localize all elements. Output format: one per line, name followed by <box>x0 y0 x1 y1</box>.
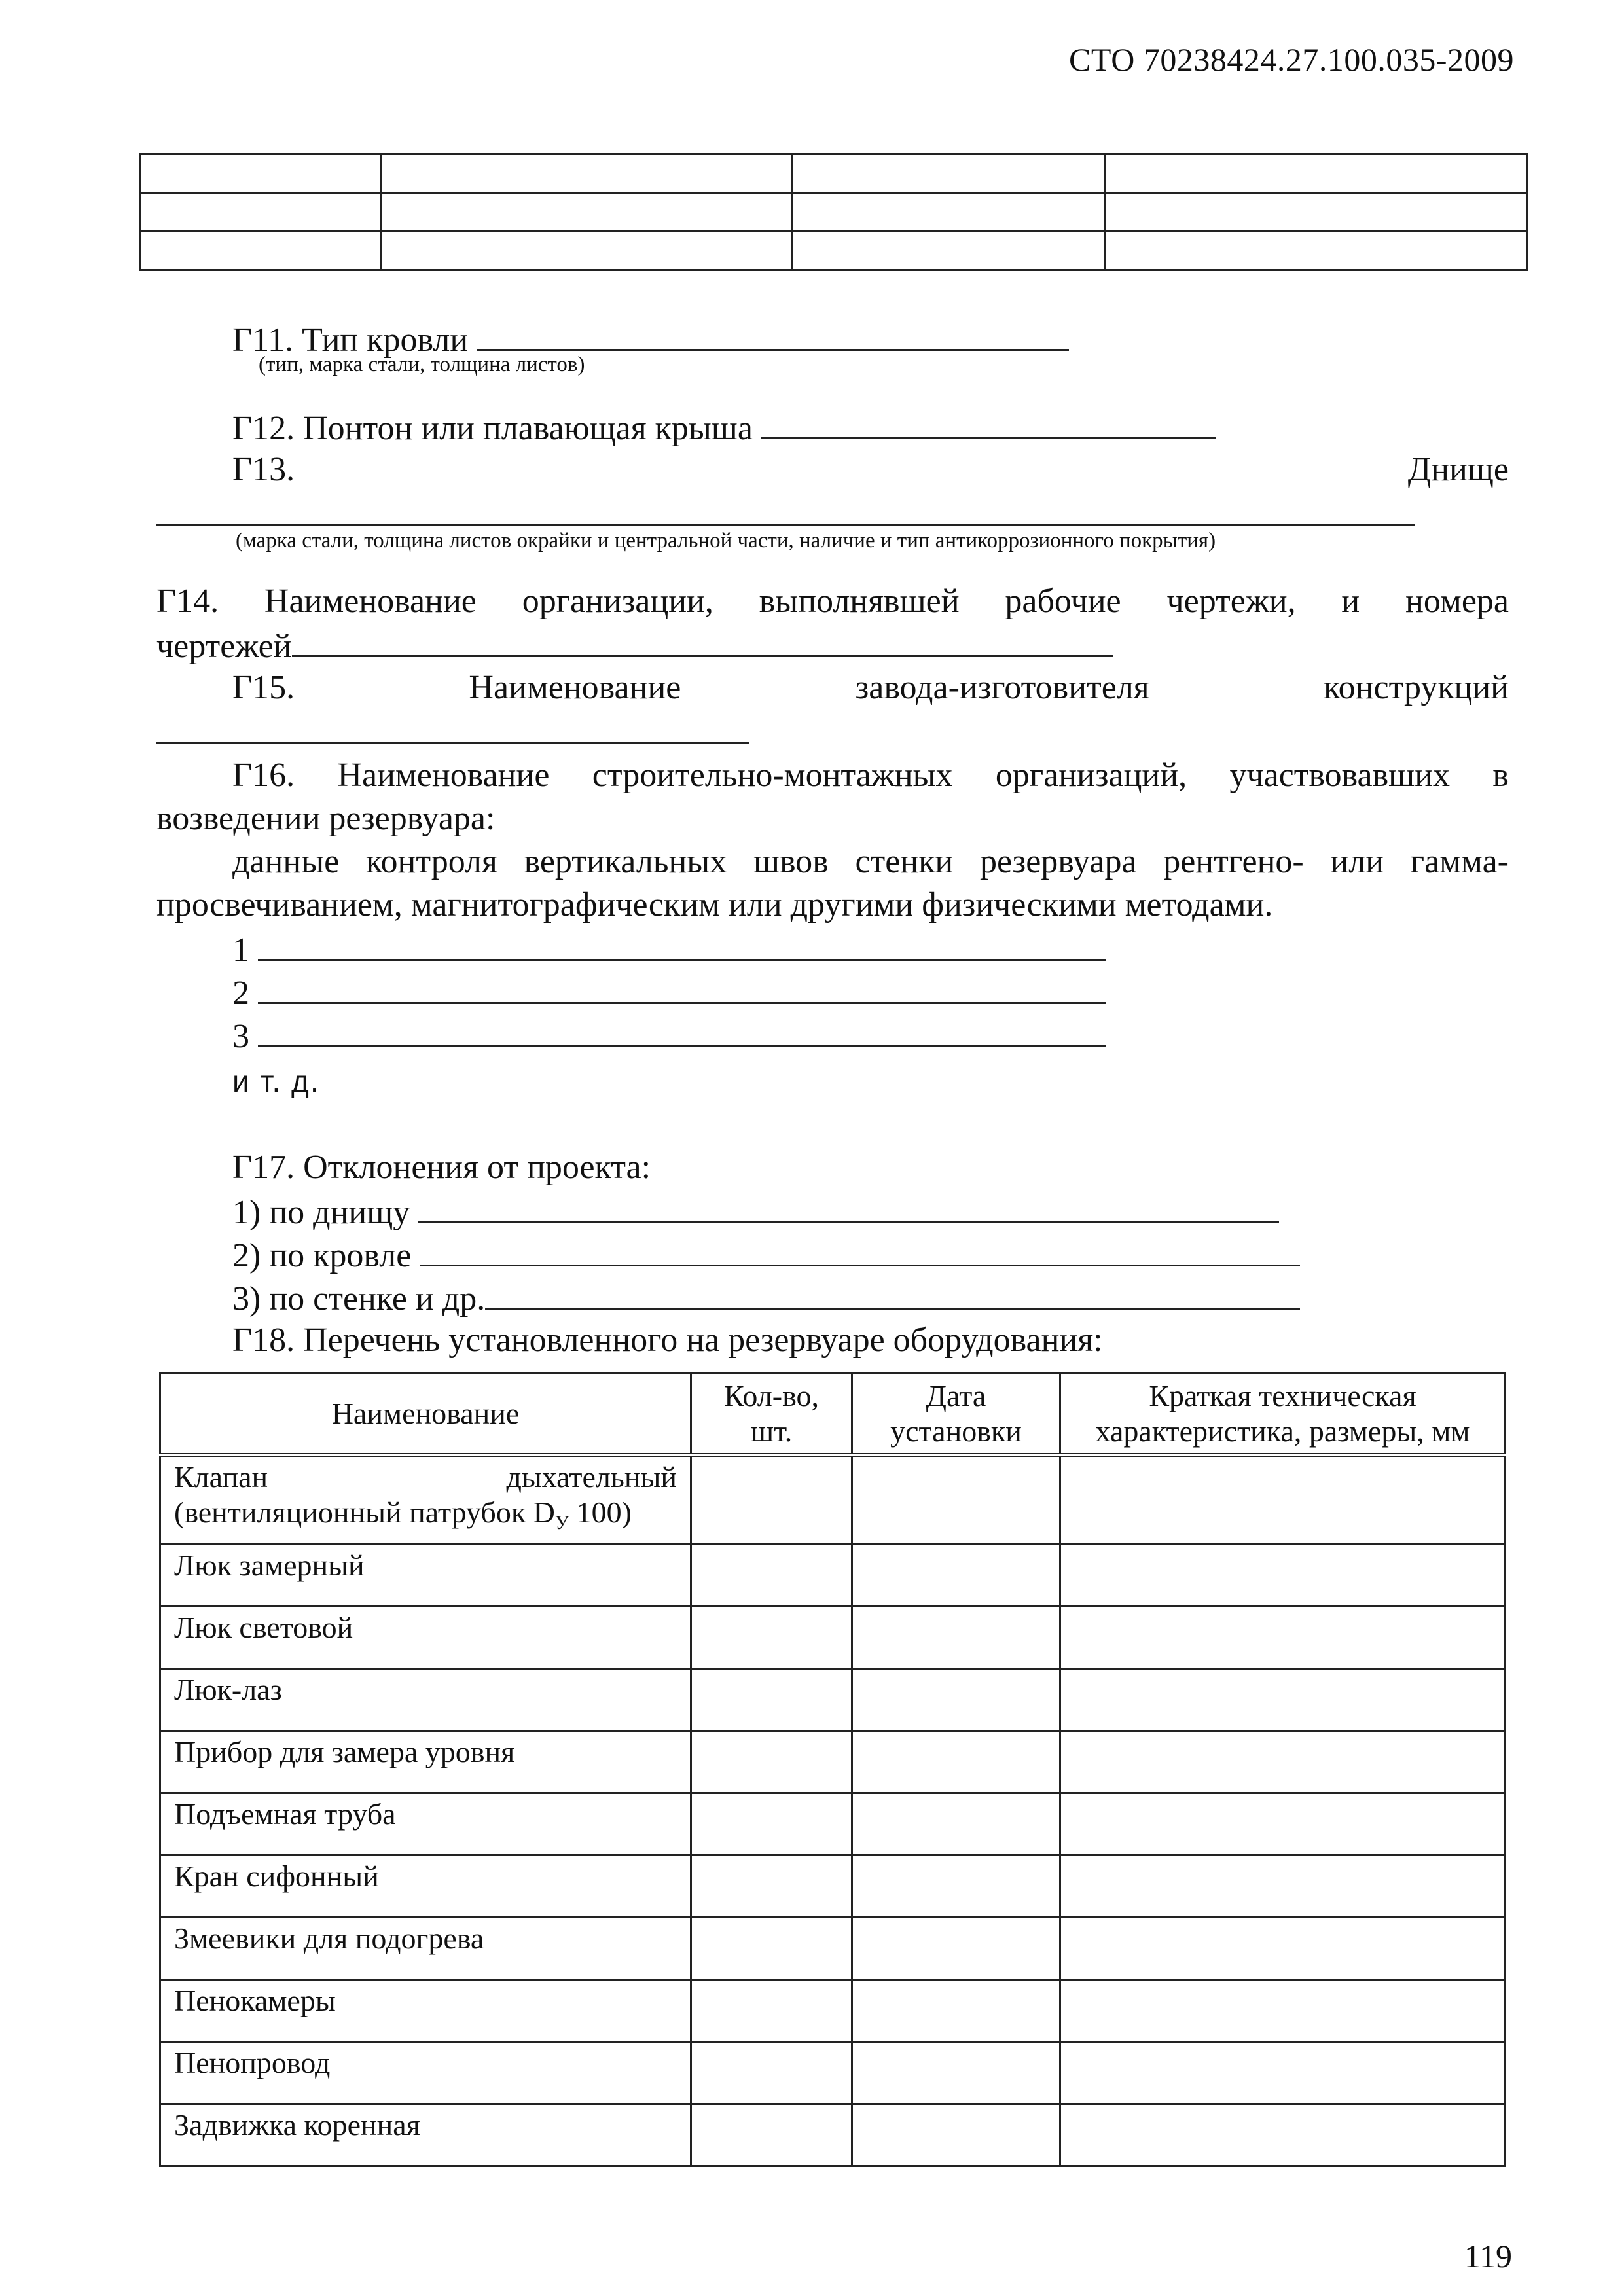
g15-line <box>232 666 1509 710</box>
g17-item-input-line[interactable] <box>418 1189 1279 1223</box>
column-header-name: Наименование <box>160 1373 691 1456</box>
specs-cell[interactable] <box>1060 1793 1506 1856</box>
equipment-table <box>159 1372 1506 2167</box>
g11-label: Г11. Тип кровли <box>232 321 469 359</box>
detail-text-end: 100) <box>569 1496 632 1529</box>
g17-item-label: 1) по днищу <box>232 1194 410 1231</box>
table-row <box>160 1669 1506 1731</box>
g17-item-roof <box>232 1232 1300 1278</box>
g15-word-structures: конструкций <box>1324 669 1509 706</box>
g17-item-wall <box>232 1275 1300 1321</box>
g13-caption: (марка стали, толщина листов окрайки и центральной части, наличие и тип антикоррозионного покрытия) <box>236 529 1216 552</box>
g16-item-number: 2 <box>232 975 249 1012</box>
specs-cell[interactable] <box>1060 1918 1506 1980</box>
g12-input-line[interactable] <box>761 404 1216 439</box>
install-date-cell[interactable] <box>852 1545 1060 1607</box>
column-header-specs: Краткая техническая характеристика, размеры, мм <box>1060 1373 1506 1456</box>
table-row <box>160 1980 1506 2042</box>
install-date-cell[interactable] <box>852 1455 1060 1545</box>
equipment-name-detail <box>174 1495 677 1541</box>
g15-word-name: Наименование <box>469 669 681 706</box>
equipment-name: Пенокамеры <box>160 1980 691 2042</box>
specs-cell[interactable] <box>1060 1856 1506 1918</box>
g13-input-line[interactable] <box>156 524 1415 526</box>
specs-cell[interactable] <box>1060 1731 1506 1793</box>
g12-field <box>232 404 1216 451</box>
quantity-cell[interactable] <box>691 2104 852 2166</box>
g16-item-1 <box>232 926 1106 973</box>
g12-label: Г12. Понтон или плавающая крыша <box>232 410 753 447</box>
g17-item-input-line[interactable] <box>485 1275 1300 1310</box>
install-date-cell[interactable] <box>852 2104 1060 2166</box>
g14-line2-field <box>156 622 1113 669</box>
g16-item-input-line[interactable] <box>258 969 1106 1004</box>
table-row <box>160 1731 1506 1793</box>
table-row <box>160 2104 1506 2166</box>
quantity-cell[interactable] <box>691 1980 852 2042</box>
g16-line3: данные контроля вертикальных швов стенки резервуара рентгено- или гамма- <box>232 843 1509 880</box>
g17-item-label: 2) по кровле <box>232 1237 412 1274</box>
quantity-cell[interactable] <box>691 1793 852 1856</box>
specs-cell[interactable] <box>1060 2104 1506 2166</box>
equipment-name: Пенопровод <box>160 2042 691 2104</box>
specs-cell[interactable] <box>1060 1980 1506 2042</box>
install-date-cell[interactable] <box>852 2042 1060 2104</box>
install-date-cell[interactable] <box>852 1980 1060 2042</box>
table-row <box>160 2042 1506 2104</box>
g17-item-input-line[interactable] <box>420 1232 1300 1266</box>
g16-item-number: 1 <box>232 931 249 969</box>
equipment-name: Клапан дыхательный <box>174 1460 677 1494</box>
table-row <box>141 232 1527 270</box>
table-row <box>160 1455 1506 1545</box>
quantity-cell[interactable] <box>691 2042 852 2104</box>
table-row <box>160 1607 1506 1669</box>
g16-item-2 <box>232 969 1106 1016</box>
g16-item-input-line[interactable] <box>258 1013 1106 1047</box>
column-header-quantity: Кол-во, шт. <box>691 1373 852 1456</box>
g16-item-number: 3 <box>232 1018 249 1055</box>
table-row <box>141 154 1527 193</box>
specs-cell[interactable] <box>1060 2042 1506 2104</box>
continued-table-fragment <box>139 153 1528 271</box>
equipment-name-cell <box>160 1455 691 1545</box>
table-row <box>160 1856 1506 1918</box>
equipment-name: Люк замерный <box>160 1545 691 1607</box>
g15-number: Г15. <box>232 669 295 706</box>
page-number: 119 <box>1464 2238 1512 2274</box>
install-date-cell[interactable] <box>852 1918 1060 1980</box>
table-row <box>160 1545 1506 1607</box>
g13-label: Днище <box>1407 451 1509 488</box>
g16-item-3 <box>232 1013 1106 1059</box>
detail-subscript: У <box>554 1512 569 1534</box>
g16-line1: Г16. Наименование строительно-монтажных организаций, участвовавших в <box>232 757 1509 794</box>
g16-etc: и т. д. <box>232 1064 320 1098</box>
g13-number: Г13. <box>232 451 295 488</box>
g14-label: чертежей <box>156 628 292 665</box>
equipment-name: Прибор для замера уровня <box>160 1731 691 1793</box>
equipment-name: Люк-лаз <box>160 1669 691 1731</box>
g16-line2: возведении резервуара: <box>156 800 496 837</box>
quantity-cell[interactable] <box>691 1607 852 1669</box>
table-header-row <box>160 1373 1506 1456</box>
quantity-cell[interactable] <box>691 1669 852 1731</box>
quantity-cell[interactable] <box>691 1856 852 1918</box>
column-header-install-date: Дата установки <box>852 1373 1060 1456</box>
specs-cell[interactable] <box>1060 1607 1506 1669</box>
g17-title: Г17. Отклонения от проекта: <box>232 1149 651 1186</box>
g17-item-label: 3) по стенке и др. <box>232 1280 486 1318</box>
install-date-cell[interactable] <box>852 1856 1060 1918</box>
table-row <box>160 1918 1506 1980</box>
g15-word-plant: завода-изготовителя <box>855 669 1149 706</box>
g14-line1: Г14. Наименование организации, выполнявшей рабочие чертежи, и номера <box>156 583 1509 620</box>
g11-caption: (тип, марка стали, толщина листов) <box>259 353 585 376</box>
document-code: СТО 70238424.27.100.035-2009 <box>1069 41 1514 78</box>
g14-input-line[interactable] <box>292 622 1113 657</box>
g17-item-bottom <box>232 1189 1279 1235</box>
install-date-cell[interactable] <box>852 1793 1060 1856</box>
quantity-cell[interactable] <box>691 1455 852 1545</box>
g11-input-line[interactable] <box>477 316 1069 351</box>
g16-line4: просвечиванием, магнитографическим или другими физическими методами. <box>156 886 1273 924</box>
g18-title: Г18. Перечень установленного на резервуаре оборудования: <box>232 1321 1103 1359</box>
install-date-cell[interactable] <box>852 1731 1060 1793</box>
equipment-name: Задвижка коренная <box>160 2104 691 2166</box>
equipment-name: Люк световой <box>160 1607 691 1669</box>
specs-cell[interactable] <box>1060 1455 1506 1545</box>
table-row <box>160 1793 1506 1856</box>
specs-cell[interactable] <box>1060 1545 1506 1607</box>
quantity-cell[interactable] <box>691 1545 852 1607</box>
table-row <box>141 193 1527 232</box>
equipment-name: Кран сифонный <box>160 1856 691 1918</box>
equipment-name: Подъемная труба <box>160 1793 691 1856</box>
quantity-cell[interactable] <box>691 1731 852 1793</box>
g15-input-line[interactable] <box>156 742 749 744</box>
quantity-cell[interactable] <box>691 1918 852 1980</box>
equipment-name: Змеевики для подогрева <box>160 1918 691 1980</box>
install-date-cell[interactable] <box>852 1607 1060 1669</box>
g16-item-input-line[interactable] <box>258 926 1106 961</box>
specs-cell[interactable] <box>1060 1669 1506 1731</box>
install-date-cell[interactable] <box>852 1669 1060 1731</box>
detail-text: (вентиляционный патрубок D <box>174 1496 555 1529</box>
